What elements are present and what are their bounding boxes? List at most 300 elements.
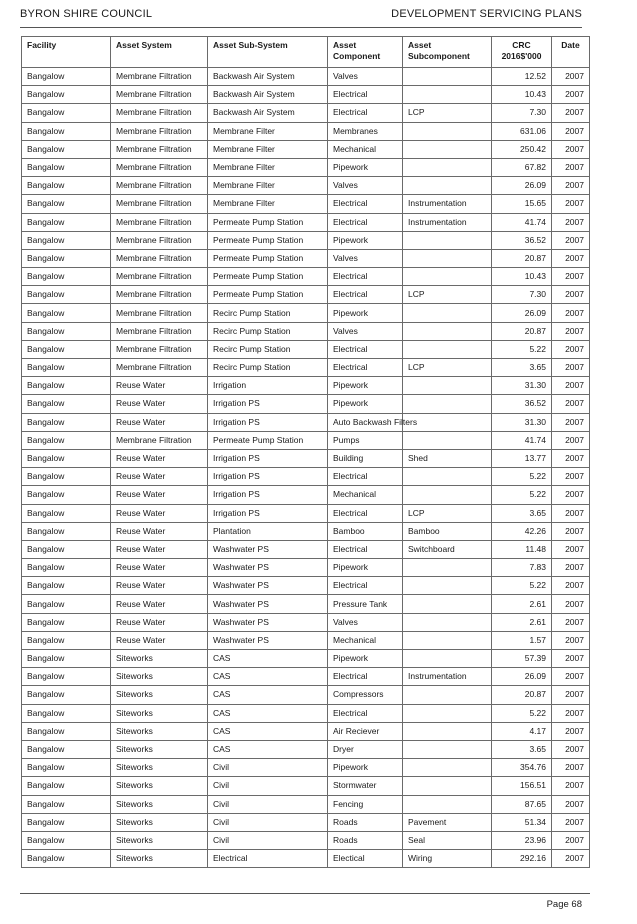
cell-asset-component: Valves — [328, 249, 403, 267]
cell-crc: 42.26 — [492, 522, 552, 540]
cell-facility: Bangalow — [22, 650, 111, 668]
cell-facility: Bangalow — [22, 777, 111, 795]
cell-asset-sub-system: Membrane Filter — [208, 177, 328, 195]
table-row — [22, 850, 590, 868]
cell-asset-subcomponent — [403, 249, 492, 267]
cell-asset-component: Pipework — [328, 304, 403, 322]
cell-facility: Bangalow — [22, 158, 111, 176]
cell-date: 2007 — [552, 650, 590, 668]
cell-date: 2007 — [552, 631, 590, 649]
table-row — [22, 777, 590, 795]
cell-asset-sub-system: Washwater PS — [208, 559, 328, 577]
cell-asset-system: Reuse Water — [111, 486, 208, 504]
cell-date: 2007 — [552, 158, 590, 176]
cell-asset-component: Electrical — [328, 577, 403, 595]
table-row — [22, 740, 590, 758]
cell-crc: 10.43 — [492, 268, 552, 286]
cell-facility: Bangalow — [22, 340, 111, 358]
cell-asset-system: Membrane Filtration — [111, 286, 208, 304]
table-row — [22, 195, 590, 213]
cell-asset-sub-system: Civil — [208, 777, 328, 795]
cell-crc: 5.22 — [492, 704, 552, 722]
cell-asset-sub-system: Washwater PS — [208, 540, 328, 558]
cell-asset-component: Pipework — [328, 158, 403, 176]
cell-facility: Bangalow — [22, 831, 111, 849]
cell-asset-system: Membrane Filtration — [111, 86, 208, 104]
cell-date: 2007 — [552, 86, 590, 104]
table-row — [22, 231, 590, 249]
cell-asset-system: Membrane Filtration — [111, 158, 208, 176]
table-row — [22, 104, 590, 122]
cell-asset-component: Electrical — [328, 195, 403, 213]
cell-asset-subcomponent — [403, 613, 492, 631]
cell-asset-subcomponent — [403, 158, 492, 176]
cell-asset-system: Reuse Water — [111, 559, 208, 577]
cell-facility: Bangalow — [22, 850, 111, 868]
cell-asset-subcomponent — [403, 322, 492, 340]
table-row — [22, 140, 590, 158]
cell-crc: 26.09 — [492, 668, 552, 686]
cell-crc: 31.30 — [492, 413, 552, 431]
cell-asset-system: Membrane Filtration — [111, 322, 208, 340]
cell-asset-component: Air Reciever — [328, 722, 403, 740]
cell-date: 2007 — [552, 540, 590, 558]
cell-date: 2007 — [552, 777, 590, 795]
table-row — [22, 595, 590, 613]
table-row — [22, 249, 590, 267]
cell-asset-subcomponent — [403, 177, 492, 195]
cell-crc: 20.87 — [492, 249, 552, 267]
cell-asset-sub-system: Recirc Pump Station — [208, 322, 328, 340]
cell-asset-component: Electrical — [328, 286, 403, 304]
cell-asset-component: Pipework — [328, 559, 403, 577]
cell-crc: 2.61 — [492, 595, 552, 613]
cell-asset-subcomponent — [403, 268, 492, 286]
cell-date: 2007 — [552, 340, 590, 358]
cell-asset-component: Valves — [328, 68, 403, 86]
cell-asset-sub-system: Permeate Pump Station — [208, 286, 328, 304]
cell-crc: 7.30 — [492, 104, 552, 122]
cell-asset-system: Reuse Water — [111, 540, 208, 558]
cell-crc: 250.42 — [492, 140, 552, 158]
cell-facility: Bangalow — [22, 704, 111, 722]
cell-facility: Bangalow — [22, 522, 111, 540]
cell-asset-sub-system: Membrane Filter — [208, 140, 328, 158]
cell-crc: 3.65 — [492, 504, 552, 522]
header-divider — [20, 27, 582, 28]
cell-date: 2007 — [552, 686, 590, 704]
cell-date: 2007 — [552, 377, 590, 395]
cell-asset-component: Valves — [328, 322, 403, 340]
cell-facility: Bangalow — [22, 322, 111, 340]
cell-facility: Bangalow — [22, 359, 111, 377]
cell-date: 2007 — [552, 431, 590, 449]
table-row — [22, 686, 590, 704]
cell-asset-system: Reuse Water — [111, 595, 208, 613]
cell-asset-subcomponent: Instrumentation — [403, 668, 492, 686]
table-row — [22, 413, 590, 431]
cell-asset-subcomponent — [403, 595, 492, 613]
cell-asset-component: Building — [328, 449, 403, 467]
cell-asset-component: Electrical — [328, 104, 403, 122]
cell-crc: 354.76 — [492, 759, 552, 777]
cell-asset-subcomponent — [403, 486, 492, 504]
cell-asset-component: Valves — [328, 613, 403, 631]
cell-asset-component: Mechanical — [328, 486, 403, 504]
cell-crc: 7.30 — [492, 286, 552, 304]
cell-asset-system: Siteworks — [111, 704, 208, 722]
cell-asset-component: Pipework — [328, 759, 403, 777]
footer-divider — [20, 893, 590, 894]
cell-asset-system: Membrane Filtration — [111, 359, 208, 377]
table-row — [22, 213, 590, 231]
cell-asset-subcomponent — [403, 140, 492, 158]
cell-asset-sub-system: CAS — [208, 704, 328, 722]
cell-crc: 41.74 — [492, 213, 552, 231]
cell-asset-system: Siteworks — [111, 722, 208, 740]
cell-asset-sub-system: Permeate Pump Station — [208, 431, 328, 449]
cell-asset-sub-system: Irrigation — [208, 377, 328, 395]
cell-asset-subcomponent: Seal — [403, 831, 492, 849]
cell-facility: Bangalow — [22, 304, 111, 322]
cell-date: 2007 — [552, 504, 590, 522]
cell-asset-sub-system: CAS — [208, 722, 328, 740]
cell-date: 2007 — [552, 68, 590, 86]
cell-asset-component: Valves — [328, 177, 403, 195]
cell-asset-subcomponent — [403, 431, 492, 449]
cell-date: 2007 — [552, 104, 590, 122]
cell-asset-system: Reuse Water — [111, 449, 208, 467]
cell-crc: 5.22 — [492, 577, 552, 595]
cell-date: 2007 — [552, 395, 590, 413]
cell-asset-system: Membrane Filtration — [111, 195, 208, 213]
cell-facility: Bangalow — [22, 595, 111, 613]
cell-crc: 36.52 — [492, 231, 552, 249]
cell-crc: 36.52 — [492, 395, 552, 413]
cell-date: 2007 — [552, 449, 590, 467]
cell-facility: Bangalow — [22, 468, 111, 486]
cell-crc: 20.87 — [492, 686, 552, 704]
cell-asset-system: Reuse Water — [111, 377, 208, 395]
cell-asset-subcomponent — [403, 686, 492, 704]
cell-facility: Bangalow — [22, 740, 111, 758]
cell-asset-system: Siteworks — [111, 777, 208, 795]
cell-crc: 23.96 — [492, 831, 552, 849]
cell-asset-component: Electrical — [328, 86, 403, 104]
cell-facility: Bangalow — [22, 140, 111, 158]
cell-asset-component: Roads — [328, 831, 403, 849]
table-row — [22, 449, 590, 467]
cell-asset-subcomponent: Instrumentation — [403, 213, 492, 231]
cell-date: 2007 — [552, 740, 590, 758]
cell-asset-system: Membrane Filtration — [111, 68, 208, 86]
cell-facility: Bangalow — [22, 813, 111, 831]
cell-date: 2007 — [552, 140, 590, 158]
cell-facility: Bangalow — [22, 795, 111, 813]
cell-asset-component: Auto Backwash Filters — [328, 413, 403, 431]
cell-asset-component: Pumps — [328, 431, 403, 449]
table-row — [22, 577, 590, 595]
cell-asset-component: Electrical — [328, 704, 403, 722]
cell-asset-system: Siteworks — [111, 813, 208, 831]
cell-crc: 292.16 — [492, 850, 552, 868]
table-row — [22, 704, 590, 722]
cell-asset-subcomponent: Bamboo — [403, 522, 492, 540]
cell-asset-subcomponent — [403, 231, 492, 249]
cell-date: 2007 — [552, 468, 590, 486]
cell-facility: Bangalow — [22, 395, 111, 413]
cell-date: 2007 — [552, 795, 590, 813]
cell-asset-sub-system: Membrane Filter — [208, 195, 328, 213]
cell-asset-system: Reuse Water — [111, 468, 208, 486]
cell-asset-subcomponent — [403, 68, 492, 86]
cell-crc: 7.83 — [492, 559, 552, 577]
cell-asset-subcomponent — [403, 559, 492, 577]
col-asset-component: Asset Component — [328, 37, 403, 68]
cell-asset-sub-system: Washwater PS — [208, 631, 328, 649]
cell-asset-component: Electrical — [328, 540, 403, 558]
cell-asset-system: Siteworks — [111, 795, 208, 813]
cell-date: 2007 — [552, 522, 590, 540]
cell-asset-system: Siteworks — [111, 686, 208, 704]
cell-asset-subcomponent — [403, 377, 492, 395]
cell-asset-sub-system: Washwater PS — [208, 613, 328, 631]
cell-date: 2007 — [552, 831, 590, 849]
cell-crc: 87.65 — [492, 795, 552, 813]
cell-asset-system: Siteworks — [111, 668, 208, 686]
table-row — [22, 177, 590, 195]
cell-asset-subcomponent — [403, 304, 492, 322]
cell-facility: Bangalow — [22, 613, 111, 631]
cell-asset-sub-system: Recirc Pump Station — [208, 359, 328, 377]
cell-crc: 51.34 — [492, 813, 552, 831]
col-asset-sub-system: Asset Sub-System — [208, 37, 328, 68]
cell-asset-sub-system: CAS — [208, 740, 328, 758]
table-row — [22, 86, 590, 104]
cell-asset-sub-system: Permeate Pump Station — [208, 231, 328, 249]
table-row — [22, 158, 590, 176]
cell-crc: 5.22 — [492, 486, 552, 504]
cell-crc: 156.51 — [492, 777, 552, 795]
cell-facility: Bangalow — [22, 377, 111, 395]
table-body — [22, 68, 590, 868]
cell-facility: Bangalow — [22, 177, 111, 195]
cell-date: 2007 — [552, 668, 590, 686]
cell-asset-system: Membrane Filtration — [111, 122, 208, 140]
table-row — [22, 431, 590, 449]
cell-asset-system: Membrane Filtration — [111, 249, 208, 267]
council-name: BYRON SHIRE COUNCIL — [20, 8, 153, 20]
col-crc: CRC 2016$'000 — [492, 37, 552, 68]
cell-asset-system: Reuse Water — [111, 522, 208, 540]
cell-asset-system: Membrane Filtration — [111, 268, 208, 286]
table-row — [22, 395, 590, 413]
cell-asset-subcomponent — [403, 395, 492, 413]
cell-facility: Bangalow — [22, 668, 111, 686]
cell-asset-sub-system: Plantation — [208, 522, 328, 540]
cell-facility: Bangalow — [22, 68, 111, 86]
cell-asset-subcomponent — [403, 704, 492, 722]
cell-date: 2007 — [552, 759, 590, 777]
cell-asset-component: Bamboo — [328, 522, 403, 540]
cell-date: 2007 — [552, 595, 590, 613]
cell-asset-component: Mechanical — [328, 631, 403, 649]
cell-asset-sub-system: Backwash Air System — [208, 86, 328, 104]
document-title: DEVELOPMENT SERVICING PLANS — [391, 8, 582, 20]
cell-asset-system: Membrane Filtration — [111, 431, 208, 449]
cell-asset-sub-system: Washwater PS — [208, 595, 328, 613]
table-row — [22, 631, 590, 649]
cell-date: 2007 — [552, 322, 590, 340]
col-asset-system: Asset System — [111, 37, 208, 68]
cell-crc: 5.22 — [492, 468, 552, 486]
cell-asset-component: Pressure Tank — [328, 595, 403, 613]
cell-asset-system: Membrane Filtration — [111, 213, 208, 231]
col-asset-subcomponent: Asset Subcomponent — [403, 37, 492, 68]
cell-asset-sub-system: Electrical — [208, 850, 328, 868]
cell-facility: Bangalow — [22, 104, 111, 122]
cell-date: 2007 — [552, 122, 590, 140]
cell-facility: Bangalow — [22, 486, 111, 504]
cell-date: 2007 — [552, 213, 590, 231]
col-facility: Facility — [22, 37, 111, 68]
table-row — [22, 377, 590, 395]
cell-crc: 20.87 — [492, 322, 552, 340]
cell-date: 2007 — [552, 359, 590, 377]
cell-crc: 26.09 — [492, 304, 552, 322]
cell-date: 2007 — [552, 177, 590, 195]
cell-asset-subcomponent — [403, 740, 492, 758]
cell-asset-component: Pipework — [328, 377, 403, 395]
cell-asset-system: Membrane Filtration — [111, 104, 208, 122]
cell-date: 2007 — [552, 249, 590, 267]
cell-asset-subcomponent — [403, 468, 492, 486]
cell-date: 2007 — [552, 286, 590, 304]
cell-asset-component: Electrical — [328, 340, 403, 358]
cell-crc: 3.65 — [492, 740, 552, 758]
cell-crc: 31.30 — [492, 377, 552, 395]
table-row — [22, 322, 590, 340]
cell-asset-system: Membrane Filtration — [111, 304, 208, 322]
cell-asset-sub-system: CAS — [208, 668, 328, 686]
cell-asset-sub-system: Civil — [208, 795, 328, 813]
cell-asset-component: Compressors — [328, 686, 403, 704]
cell-crc: 26.09 — [492, 177, 552, 195]
cell-asset-component: Electrical — [328, 468, 403, 486]
cell-asset-sub-system: Recirc Pump Station — [208, 304, 328, 322]
cell-asset-subcomponent: LCP — [403, 104, 492, 122]
cell-date: 2007 — [552, 304, 590, 322]
table-row — [22, 304, 590, 322]
cell-crc: 2.61 — [492, 613, 552, 631]
cell-asset-sub-system: Civil — [208, 831, 328, 849]
cell-asset-sub-system: Membrane Filter — [208, 158, 328, 176]
cell-asset-sub-system: Irrigation PS — [208, 449, 328, 467]
header-row — [22, 37, 590, 68]
cell-asset-sub-system: Irrigation PS — [208, 395, 328, 413]
cell-asset-subcomponent — [403, 577, 492, 595]
table-row — [22, 722, 590, 740]
table-row — [22, 486, 590, 504]
cell-asset-component: Electrical — [328, 359, 403, 377]
cell-crc: 10.43 — [492, 86, 552, 104]
table-row — [22, 831, 590, 849]
cell-asset-subcomponent — [403, 631, 492, 649]
cell-asset-subcomponent: LCP — [403, 286, 492, 304]
cell-facility: Bangalow — [22, 195, 111, 213]
cell-asset-subcomponent: Shed — [403, 449, 492, 467]
table-row — [22, 650, 590, 668]
cell-asset-sub-system: Irrigation PS — [208, 413, 328, 431]
cell-asset-system: Reuse Water — [111, 504, 208, 522]
table-row — [22, 340, 590, 358]
table-row — [22, 559, 590, 577]
cell-asset-component: Electrical — [328, 268, 403, 286]
cell-asset-subcomponent — [403, 650, 492, 668]
table-row — [22, 540, 590, 558]
cell-asset-system: Membrane Filtration — [111, 140, 208, 158]
cell-asset-component: Fencing — [328, 795, 403, 813]
cell-asset-component: Electical — [328, 850, 403, 868]
cell-date: 2007 — [552, 559, 590, 577]
cell-date: 2007 — [552, 704, 590, 722]
cell-facility: Bangalow — [22, 449, 111, 467]
cell-asset-system: Reuse Water — [111, 577, 208, 595]
cell-asset-sub-system: CAS — [208, 650, 328, 668]
cell-date: 2007 — [552, 231, 590, 249]
cell-facility: Bangalow — [22, 504, 111, 522]
cell-asset-subcomponent: Pavement — [403, 813, 492, 831]
cell-asset-system: Siteworks — [111, 650, 208, 668]
cell-asset-subcomponent — [403, 777, 492, 795]
page-number: Page 68 — [546, 899, 582, 910]
cell-facility: Bangalow — [22, 86, 111, 104]
cell-asset-sub-system: Permeate Pump Station — [208, 249, 328, 267]
cell-asset-subcomponent — [403, 795, 492, 813]
cell-facility: Bangalow — [22, 231, 111, 249]
cell-asset-sub-system: Civil — [208, 759, 328, 777]
cell-asset-sub-system: Irrigation PS — [208, 468, 328, 486]
cell-asset-sub-system: Backwash Air System — [208, 68, 328, 86]
cell-asset-system: Membrane Filtration — [111, 340, 208, 358]
table-row — [22, 504, 590, 522]
cell-facility: Bangalow — [22, 540, 111, 558]
table-row — [22, 68, 590, 86]
cell-date: 2007 — [552, 722, 590, 740]
col-date: Date — [552, 37, 590, 68]
cell-asset-subcomponent: LCP — [403, 359, 492, 377]
cell-asset-system: Reuse Water — [111, 413, 208, 431]
cell-date: 2007 — [552, 850, 590, 868]
cell-asset-subcomponent: LCP — [403, 504, 492, 522]
cell-crc: 1.57 — [492, 631, 552, 649]
cell-asset-component: Electrical — [328, 504, 403, 522]
asset-table — [21, 36, 590, 868]
cell-facility: Bangalow — [22, 686, 111, 704]
cell-asset-subcomponent — [403, 722, 492, 740]
table-row — [22, 122, 590, 140]
cell-asset-subcomponent — [403, 759, 492, 777]
cell-asset-subcomponent: Wiring — [403, 850, 492, 868]
cell-asset-system: Reuse Water — [111, 631, 208, 649]
cell-crc: 12.52 — [492, 68, 552, 86]
cell-asset-system: Siteworks — [111, 740, 208, 758]
cell-crc: 11.48 — [492, 540, 552, 558]
cell-asset-sub-system: Civil — [208, 813, 328, 831]
cell-date: 2007 — [552, 613, 590, 631]
cell-crc: 5.22 — [492, 340, 552, 358]
table-row — [22, 286, 590, 304]
